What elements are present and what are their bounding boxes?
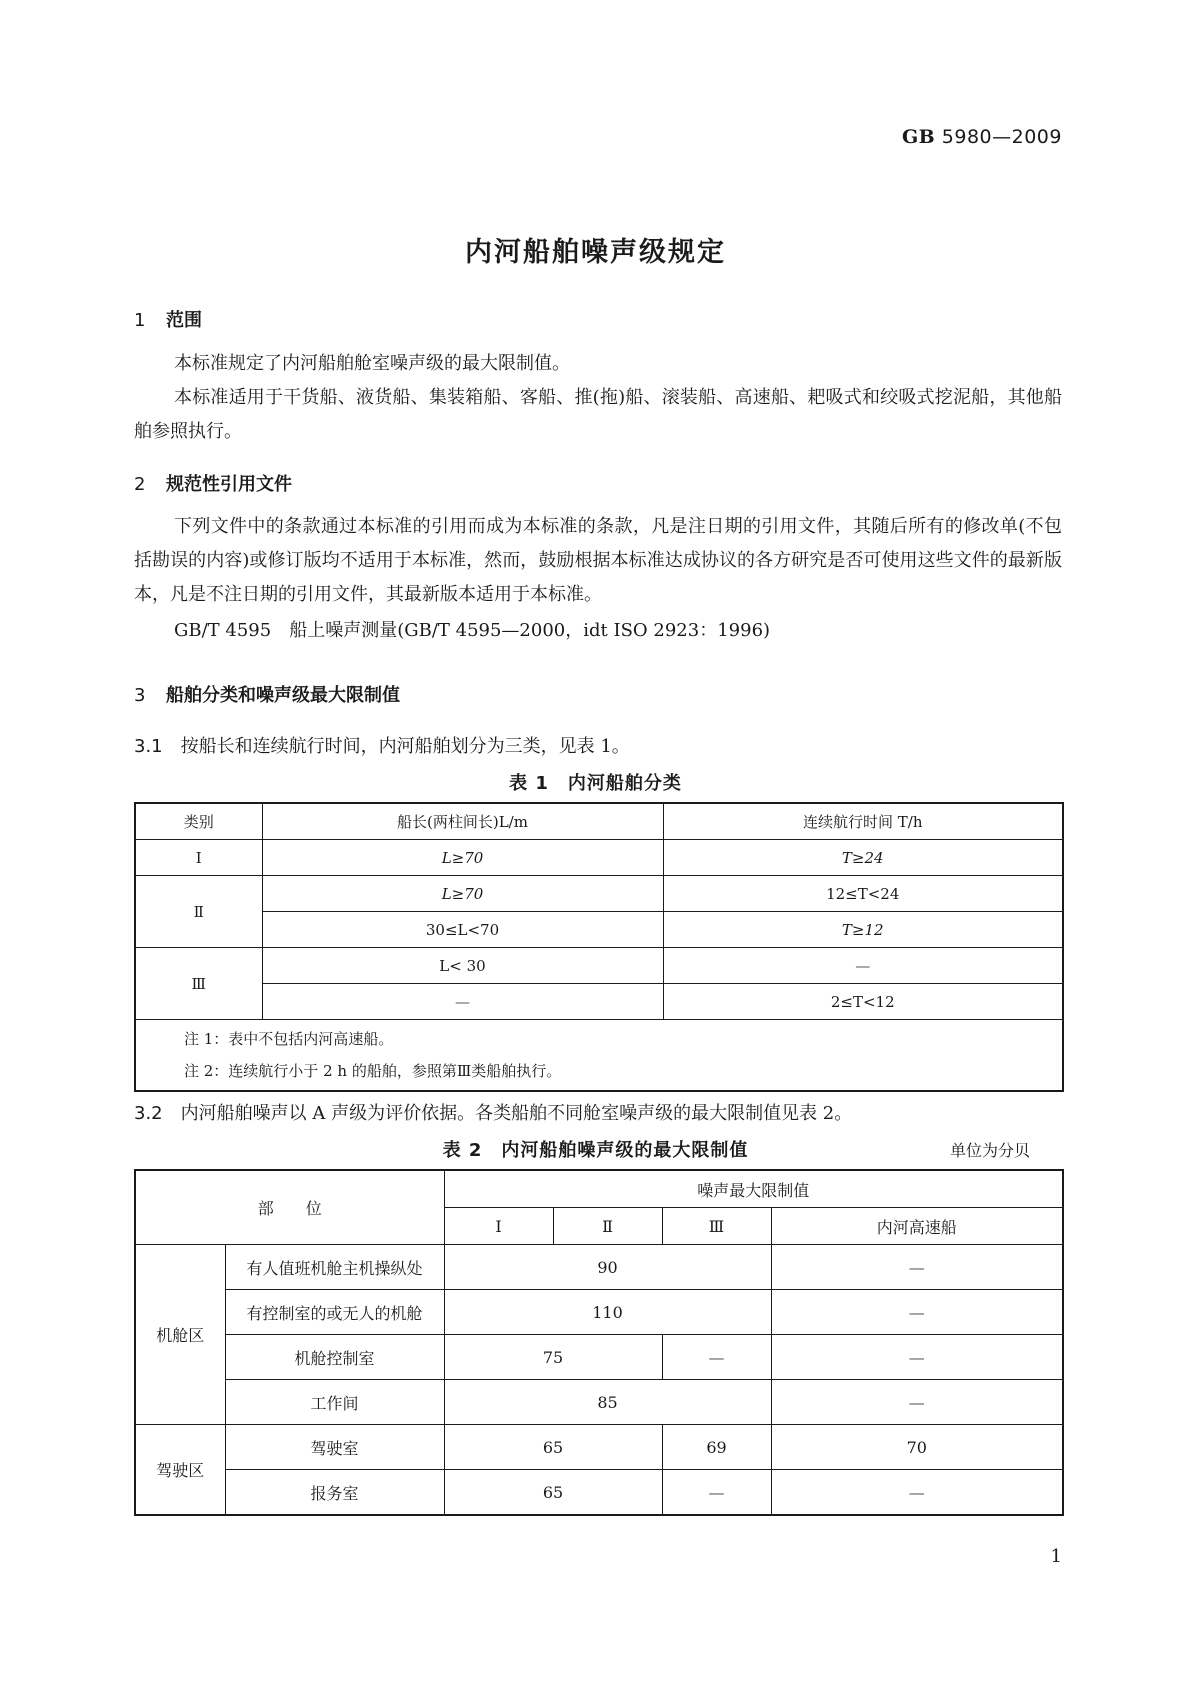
- header-category: 类别: [135, 803, 262, 840]
- clause-text: 内河船舶噪声以 A 声级为评价依据。各类船舶不同舱室噪声级的最大限制值见表 2。: [180, 1103, 853, 1124]
- section-3-heading: [134, 681, 400, 707]
- value-cell: —: [662, 1335, 771, 1380]
- time-cell: 12≤T<24: [663, 876, 1063, 912]
- header-limit: 噪声最大限制值: [444, 1170, 1063, 1208]
- standard-code: [0, 126, 1062, 148]
- category-cell: Ⅲ: [135, 948, 262, 1020]
- table-row: [135, 984, 1063, 1020]
- value-cell: —: [662, 1470, 771, 1516]
- time-cell: T≥24: [663, 840, 1063, 876]
- table-note-1: 注 1：表中不包括内河高速船。: [184, 1030, 394, 1048]
- location-cell: 有人值班机舱主机操纵处: [225, 1245, 444, 1290]
- header-location: 部 位: [135, 1170, 444, 1245]
- section-2-para-1: 下列文件中的条款通过本标准的引用而成为本标准的条款，凡是注日期的引用文件，其随后所有的修改单(不包括勘误的内容)或修订版均不适用于本标准，然而，鼓励根据本标准达成协议的各方研究是否可使用这些文件的最新版本，凡是不注日期的引用文件，其最新版本适用于本标准。: [134, 516, 1062, 605]
- table-row: [135, 1290, 1063, 1335]
- header-class-2: Ⅱ: [553, 1208, 662, 1245]
- table-2: [134, 1169, 1064, 1516]
- time-cell: 2≤T<12: [663, 984, 1063, 1020]
- high-speed-cell: —: [771, 1290, 1063, 1335]
- high-speed-cell: —: [771, 1380, 1063, 1425]
- table-row: [135, 1245, 1063, 1290]
- header-time: 连续航行时间 T/h: [663, 803, 1063, 840]
- header-length: 船长(两柱间长)L/m: [262, 803, 663, 840]
- table-1: [134, 802, 1064, 1092]
- value-cell: 75: [444, 1335, 662, 1380]
- value-cell: 65: [444, 1470, 662, 1516]
- section-number: 3: [134, 685, 146, 706]
- location-cell: 有控制室的或无人的机舱: [225, 1290, 444, 1335]
- table-1-caption: 表 1 内河船舶分类: [509, 773, 682, 794]
- location-cell: 工作间: [225, 1380, 444, 1425]
- table-row: [135, 948, 1063, 984]
- length-cell: L≥70: [262, 840, 663, 876]
- standard-code-prefix: GB: [901, 126, 936, 148]
- length-cell: L≥70: [262, 876, 663, 912]
- table-row: [135, 912, 1063, 948]
- page-number: 1: [1050, 1546, 1062, 1567]
- table-note-2: 注 2：连续航行小于 2 h 的船舶，参照第Ⅲ类船舶执行。: [184, 1062, 562, 1080]
- header-class-3: Ⅲ: [662, 1208, 771, 1245]
- clause-number: 3.1: [134, 736, 163, 757]
- clause-text: 按船长和连续航行时间，内河船舶划分为三类，见表 1。: [180, 736, 630, 757]
- section-title: 规范性引用文件: [166, 474, 292, 495]
- length-cell: L< 30: [262, 948, 663, 984]
- zone-cell: 驾驶区: [135, 1425, 225, 1516]
- standard-code-number: 5980—2009: [941, 126, 1062, 148]
- table-row: [135, 1470, 1063, 1516]
- section-title: 船舶分类和噪声级最大限制值: [166, 685, 400, 706]
- section-2-reference: GB/T 4595 船上噪声测量(GB/T 4595—2000，idt ISO 2923：1996): [174, 620, 771, 641]
- high-speed-cell: 70: [771, 1425, 1063, 1470]
- value-cell: 69: [662, 1425, 771, 1470]
- high-speed-cell: —: [771, 1470, 1063, 1516]
- time-cell: T≥12: [663, 912, 1063, 948]
- value-cell: 90: [444, 1245, 771, 1290]
- section-number: 2: [134, 474, 146, 495]
- time-cell: —: [663, 948, 1063, 984]
- clause-number: 3.2: [134, 1103, 163, 1124]
- section-number: 1: [134, 310, 146, 331]
- table-header-row: [135, 1170, 1063, 1208]
- header-class-1: Ⅰ: [444, 1208, 553, 1245]
- table-2-caption: 表 2 内河船舶噪声级的最大限制值: [442, 1140, 749, 1161]
- clause-3-2: [134, 1097, 852, 1131]
- section-1-para-2: 本标准适用于干货船、液货船、集装箱船、客船、推(拖)船、滚装船、高速船、耙吸式和绞吸式挖泥船，其他船舶参照执行。: [134, 387, 1062, 442]
- section-1-para-1: 本标准规定了内河船舶舱室噪声级的最大限制值。: [174, 353, 570, 374]
- table-notes: [135, 1020, 1063, 1092]
- table-2-unit: 单位为分贝: [950, 1141, 1031, 1160]
- table-row: [135, 1380, 1063, 1425]
- document-title: 内河船舶噪声级规定: [465, 237, 726, 268]
- length-cell: —: [262, 984, 663, 1020]
- table-row: [135, 876, 1063, 912]
- section-1-heading: [134, 306, 202, 332]
- header-high-speed: 内河高速船: [771, 1208, 1063, 1245]
- value-cell: 65: [444, 1425, 662, 1470]
- table-row: [135, 1425, 1063, 1470]
- high-speed-cell: —: [771, 1245, 1063, 1290]
- table-row: [135, 840, 1063, 876]
- table-row: [135, 1335, 1063, 1380]
- location-cell: 报务室: [225, 1470, 444, 1516]
- section-title: 范围: [166, 310, 202, 331]
- table-notes-row: [135, 1020, 1063, 1092]
- value-cell: 110: [444, 1290, 771, 1335]
- length-cell: 30≤L<70: [262, 912, 663, 948]
- location-cell: 驾驶室: [225, 1425, 444, 1470]
- section-2-heading: [134, 470, 292, 496]
- category-cell: Ⅰ: [135, 840, 262, 876]
- high-speed-cell: —: [771, 1335, 1063, 1380]
- location-cell: 机舱控制室: [225, 1335, 444, 1380]
- table-header-row: [135, 803, 1063, 840]
- clause-3-1: [134, 730, 630, 764]
- zone-cell: 机舱区: [135, 1245, 225, 1425]
- value-cell: 85: [444, 1380, 771, 1425]
- category-cell: Ⅱ: [135, 876, 262, 948]
